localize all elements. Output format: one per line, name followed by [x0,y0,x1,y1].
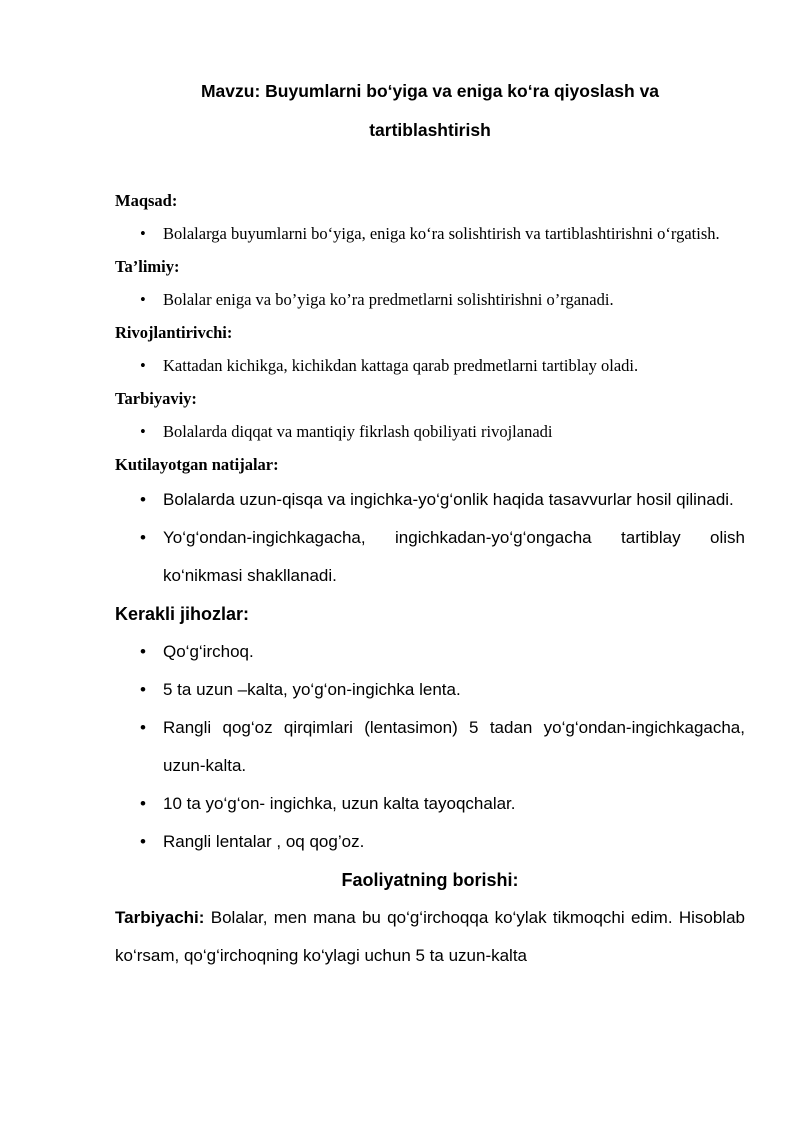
section-heading-maqsad: Maqsad: [115,191,178,210]
closing-lead: Tarbiyachi: [115,908,205,927]
bullet-item: • Qo‘g‘irchoq. [115,633,745,671]
section-heading-kutilayotgan: Kutilayotgan natijalar: [115,455,279,474]
section-heading-kerakli: Kerakli jihozlar: [115,604,250,624]
bullet-item: • Yo‘g‘ondan-ingichkagacha, ingichkadan-yo‘g‘ongacha tartiblay olish ko‘nikmasi shakllanadi. [115,519,745,595]
section-heading-tarbiyaviy: Tarbiyaviy: [115,389,197,408]
bullet-list-maqsad [115,217,745,250]
title-line-2: tartiblashtirish [369,120,491,140]
bullet-item: • Bolalarda diqqat va mantiqiy fikrlash qobiliyati rivojlanadi [115,415,745,448]
bullet-item: • 5 ta uzun –kalta, yo‘g‘on-ingichka lenta. [115,671,745,709]
bullet-item: • 10 ta yo‘g‘on- ingichka, uzun kalta tayoqchalar. [115,785,745,823]
section-tarbiyaviy [115,382,745,448]
section-heading-rivojlantirivchi: Rivojlantirivchi: [115,323,233,342]
bullet-list-kerakli [115,633,745,861]
bullet-item: • Bolalar eniga va bo’yiga ko’ra predmetlarni solishtirishni o’rganadi. [115,283,745,316]
section-talimiy [115,250,745,316]
section-maqsad [115,184,745,250]
closing-paragraph [115,899,745,975]
document-title [115,72,745,150]
bullet-list-rivojlantirivchi [115,349,745,382]
section-heading-talimiy: Ta’limiy: [115,257,180,276]
section-rivojlantirivchi [115,316,745,382]
bullet-item: • Bolalarda uzun-qisqa va ingichka-yo‘g‘onlik haqida tasavvurlar hosil qilinadi. [115,481,745,519]
bullet-item: • Rangli qog‘oz qirqimlari (lentasimon) 5 tadan yo‘g‘ondan-ingichkagacha, uzun-kalta. [115,709,745,785]
bullet-list-kutilayotgan [115,481,745,595]
bullet-list-tarbiyaviy [115,415,745,448]
activity-heading: Faoliyatning borishi: [341,870,519,890]
bullet-item: • Bolalarga buyumlarni bo‘yiga, eniga ko‘ra solishtirish va tartiblashtirishni o‘rgatish. [115,217,745,250]
bullet-list-talimiy [115,283,745,316]
bullet-item: • Kattadan kichikga, kichikdan kattaga qarab predmetlarni tartiblay oladi. [115,349,745,382]
section-kerakli-jihozlar [115,595,745,861]
title-line-1: Mavzu: Buyumlarni bo‘yiga va eniga ko‘ra qiyoslash va [200,81,660,101]
closing-text: Bolalar, men mana bu qo‘g‘irchoqqa ko‘ylak tikmoqchi edim. Hisoblab ko‘rsam, qo‘g‘irchoqning ko‘ylagi uchun 5 ta uzun-kalta [115,908,745,965]
section-kutilayotgan-natijalar [115,448,745,595]
bullet-item: • Rangli lentalar , oq qog’oz. [115,823,745,861]
